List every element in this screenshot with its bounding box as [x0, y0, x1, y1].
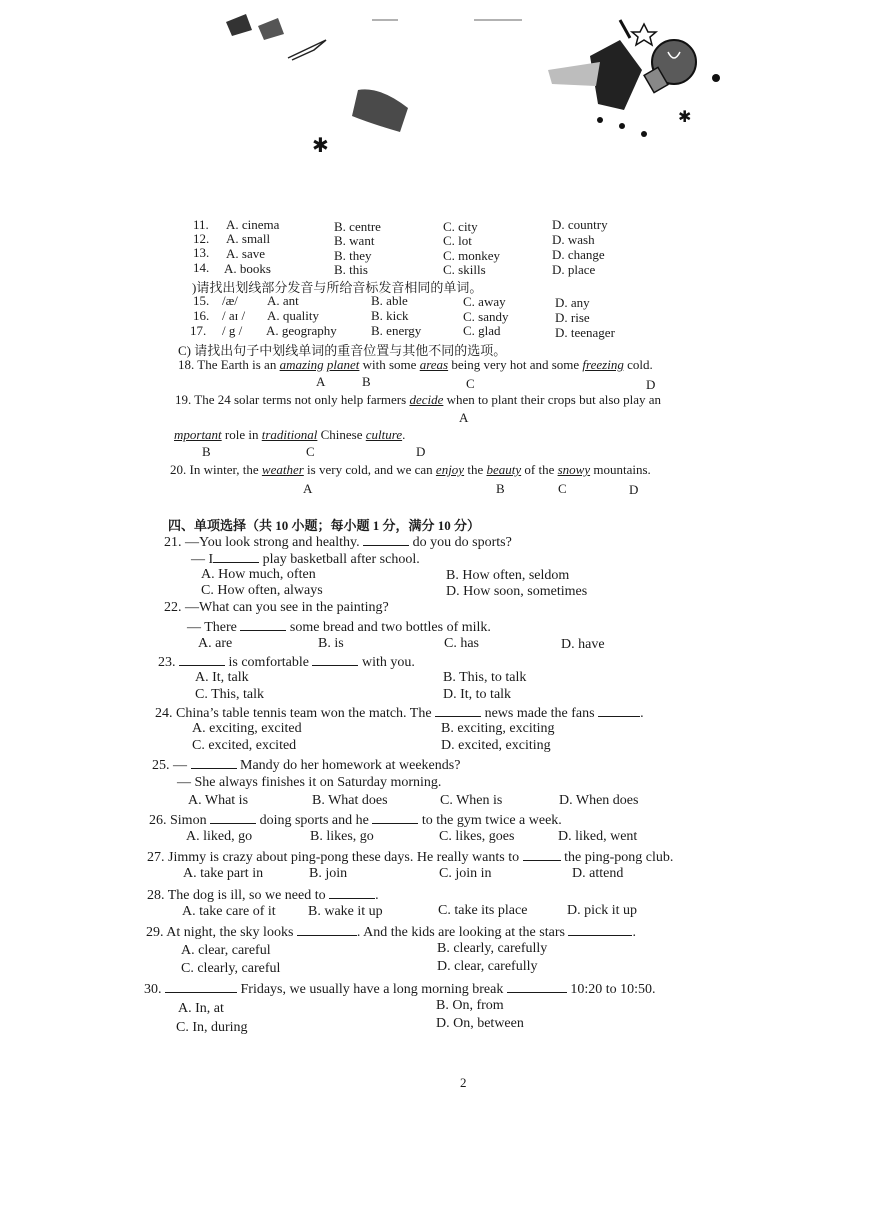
question-number: 14. [193, 260, 210, 275]
question-21-line1: 21. —You look strong and healthy. do you do sports? [164, 535, 512, 550]
option-d[interactable]: D. clear, carefully [437, 959, 538, 974]
asterisk-icon [312, 133, 329, 157]
label-b: B [202, 444, 211, 459]
option-c: C. monkey [443, 248, 501, 263]
option-b[interactable]: B. is [318, 636, 344, 651]
page-number: 2 [460, 1075, 467, 1090]
option-c: C. city [443, 219, 478, 234]
option-b: B. want [334, 233, 375, 248]
option-a[interactable]: A. It, talk [195, 670, 249, 685]
option-d: D. place [552, 262, 596, 277]
option-d[interactable]: D. liked, went [558, 829, 638, 844]
option-b: B. this [334, 262, 368, 277]
option-a[interactable]: A. take part in [183, 866, 264, 881]
option-b: B. energy [371, 323, 422, 338]
answer-blank[interactable] [523, 848, 561, 861]
option-c: C. glad [463, 323, 501, 338]
section-4-title: 四、单项选择（共 10 小题；每小题 1 分，满分 10 分） [168, 518, 481, 533]
question-24-line1: 24. China’s table tennis team won the match. The news made the fans . [155, 706, 644, 721]
question-19-line2: mportant role in traditional Chinese culture. [174, 427, 406, 442]
answer-blank[interactable] [191, 756, 237, 769]
answer-blank[interactable] [210, 811, 256, 824]
option-c[interactable]: C. When is [440, 793, 503, 808]
option-c[interactable]: C. This, talk [195, 687, 264, 702]
question-number: 11. [193, 217, 209, 232]
triangle-ruler-icon [288, 40, 326, 60]
answer-blank[interactable] [507, 980, 567, 993]
option-b[interactable]: B. likes, go [310, 829, 374, 844]
option-c[interactable]: C. clearly, careful [181, 961, 281, 976]
phonetic-symbol: / g / [222, 323, 243, 338]
option-b[interactable]: B. What does [312, 793, 388, 808]
phonetic-symbol: / aɪ / [222, 308, 246, 323]
question-25-line2: — She always finishes it on Saturday morning. [177, 775, 442, 790]
asterisk-icon [678, 107, 691, 126]
answer-blank[interactable] [312, 653, 358, 666]
option-c: C. lot [443, 233, 472, 248]
label-a: A [303, 481, 313, 496]
answer-blank[interactable] [568, 923, 632, 936]
option-b: B. kick [371, 308, 409, 323]
option-c: C. skills [443, 262, 486, 277]
option-b[interactable]: B. On, from [436, 998, 504, 1013]
label-d: D [629, 482, 639, 497]
option-d[interactable]: D. attend [572, 866, 624, 881]
label-c: C [466, 376, 475, 391]
option-a: A. small [226, 231, 271, 246]
answer-blank[interactable] [165, 980, 237, 993]
answer-blank[interactable] [240, 618, 286, 631]
answer-blank[interactable] [598, 704, 640, 717]
label-b: B [362, 374, 371, 389]
option-d: D. change [552, 247, 605, 262]
question-21-line2: — I play basketball after school. [191, 552, 420, 567]
option-a[interactable]: A. How much, often [201, 567, 316, 582]
option-a: A. books [224, 261, 271, 276]
option-d[interactable]: D. On, between [436, 1016, 524, 1031]
lightbulb-icon [644, 40, 696, 93]
answer-blank[interactable] [329, 886, 375, 899]
question-number: 16. [193, 308, 210, 323]
question-number: 13. [193, 245, 210, 260]
option-d[interactable]: D. excited, exciting [441, 738, 551, 753]
option-a[interactable]: A. exciting, excited [192, 721, 302, 736]
option-d: D. rise [555, 310, 590, 325]
label-c: C [306, 444, 315, 459]
question-30-line1: 30. Fridays, we usually have a long morning break 10:20 to 10:50. [144, 982, 656, 997]
option-a: A. save [226, 246, 265, 261]
option-a: A. ant [267, 293, 299, 308]
option-a[interactable]: A. What is [188, 793, 249, 808]
option-d[interactable]: D. pick it up [567, 903, 637, 918]
section-b-title: )请找出划线部分发音与所给音标发音相同的单词。 [192, 280, 483, 295]
question-29-line1: 29. At night, the sky looks . And the kids are looking at the stars . [146, 925, 636, 940]
question-number: 12. [193, 231, 210, 246]
option-b: B. able [371, 293, 408, 308]
option-d: D. wash [552, 232, 595, 247]
option-b[interactable]: B. join [309, 866, 348, 881]
option-c[interactable]: C. excited, excited [192, 738, 297, 753]
option-a[interactable]: A. take care of it [182, 904, 276, 919]
answer-blank[interactable] [297, 923, 357, 936]
option-d: D. teenager [555, 325, 615, 340]
option-c: C. away [463, 294, 506, 309]
option-b[interactable]: B. This, to talk [443, 670, 527, 685]
option-d[interactable]: D. have [561, 637, 605, 652]
option-d: D. any [555, 295, 590, 310]
label-a: A [459, 410, 469, 425]
option-b[interactable]: B. clearly, carefully [437, 941, 548, 956]
option-c[interactable]: C. take its place [438, 903, 528, 918]
option-b[interactable]: B. How often, seldom [446, 568, 570, 583]
option-c[interactable]: C. has [444, 636, 479, 651]
question-22-line2: — There some bread and two bottles of milk. [187, 620, 491, 635]
option-b[interactable]: B. wake it up [308, 904, 383, 919]
question-number: 15. [193, 293, 210, 308]
question-20-text: 20. In winter, the weather is very cold, and we can enjoy the beauty of the snowy mountains. [170, 462, 651, 477]
answer-blank[interactable] [435, 704, 481, 717]
question-26-line1: 26. Simon doing sports and he to the gym twice a week. [149, 813, 562, 828]
option-d: D. country [552, 217, 608, 232]
option-d[interactable]: D. When does [559, 793, 639, 808]
label-b: B [496, 481, 505, 496]
question-27-line1: 27. Jimmy is crazy about ping-pong these days. He really wants to the ping-pong club. [147, 850, 674, 865]
option-c[interactable]: C. join in [439, 866, 492, 881]
question-28-line1: 28. The dog is ill, so we need to . [147, 888, 379, 903]
star-icon [632, 24, 656, 45]
label-d: D [416, 444, 426, 459]
question-18-text: 18. The Earth is an amazing planet with some areas being very hot and some freezing cold. [178, 357, 653, 372]
option-a[interactable]: A. In, at [178, 1001, 224, 1016]
option-b: B. centre [334, 219, 381, 234]
option-c: C. sandy [463, 309, 509, 324]
option-a: A. geography [266, 323, 337, 338]
option-a: A. quality [267, 308, 319, 323]
answer-blank[interactable] [179, 653, 225, 666]
header-decoration [0, 0, 870, 170]
answer-blank[interactable] [213, 550, 259, 563]
svg-text:✱: ✱ [312, 133, 329, 157]
question-number: 17. [190, 323, 207, 338]
question-19-line1: 19. The 24 solar terms not only help farmers decide when to plant their crops but also play an [175, 392, 662, 407]
label-d: D [646, 377, 656, 392]
question-23-line1: 23. is comfortable with you. [158, 655, 415, 670]
option-a[interactable]: A. liked, go [186, 829, 253, 844]
question-25-line1: 25. — Mandy do her homework at weekends? [152, 758, 461, 773]
option-a[interactable]: A. are [198, 636, 233, 651]
label-a: A [316, 374, 326, 389]
option-d[interactable]: D. How soon, sometimes [446, 584, 588, 599]
option-c[interactable]: C. How often, always [201, 583, 323, 598]
option-a: A. cinema [226, 217, 280, 232]
option-c[interactable]: C. In, during [176, 1020, 248, 1035]
pencil-icon [226, 14, 284, 40]
label-c: C [558, 481, 567, 496]
option-a[interactable]: A. clear, careful [181, 943, 271, 958]
phonetic-symbol: /æ/ [222, 293, 238, 308]
shadow-blob-icon [548, 40, 642, 110]
option-c[interactable]: C. likes, goes [439, 829, 515, 844]
eraser-icon [352, 89, 408, 132]
question-22-line1: 22. —What can you see in the painting? [164, 600, 389, 615]
option-b[interactable]: B. exciting, exciting [441, 721, 555, 736]
option-d[interactable]: D. It, to talk [443, 687, 512, 702]
svg-text:✱: ✱ [678, 107, 692, 126]
answer-blank[interactable] [363, 533, 409, 546]
section-c-title: C) 请找出句子中划线单词的重音位置与其他不同的选项。 [178, 343, 507, 358]
option-b: B. they [334, 248, 372, 263]
answer-blank[interactable] [372, 811, 418, 824]
